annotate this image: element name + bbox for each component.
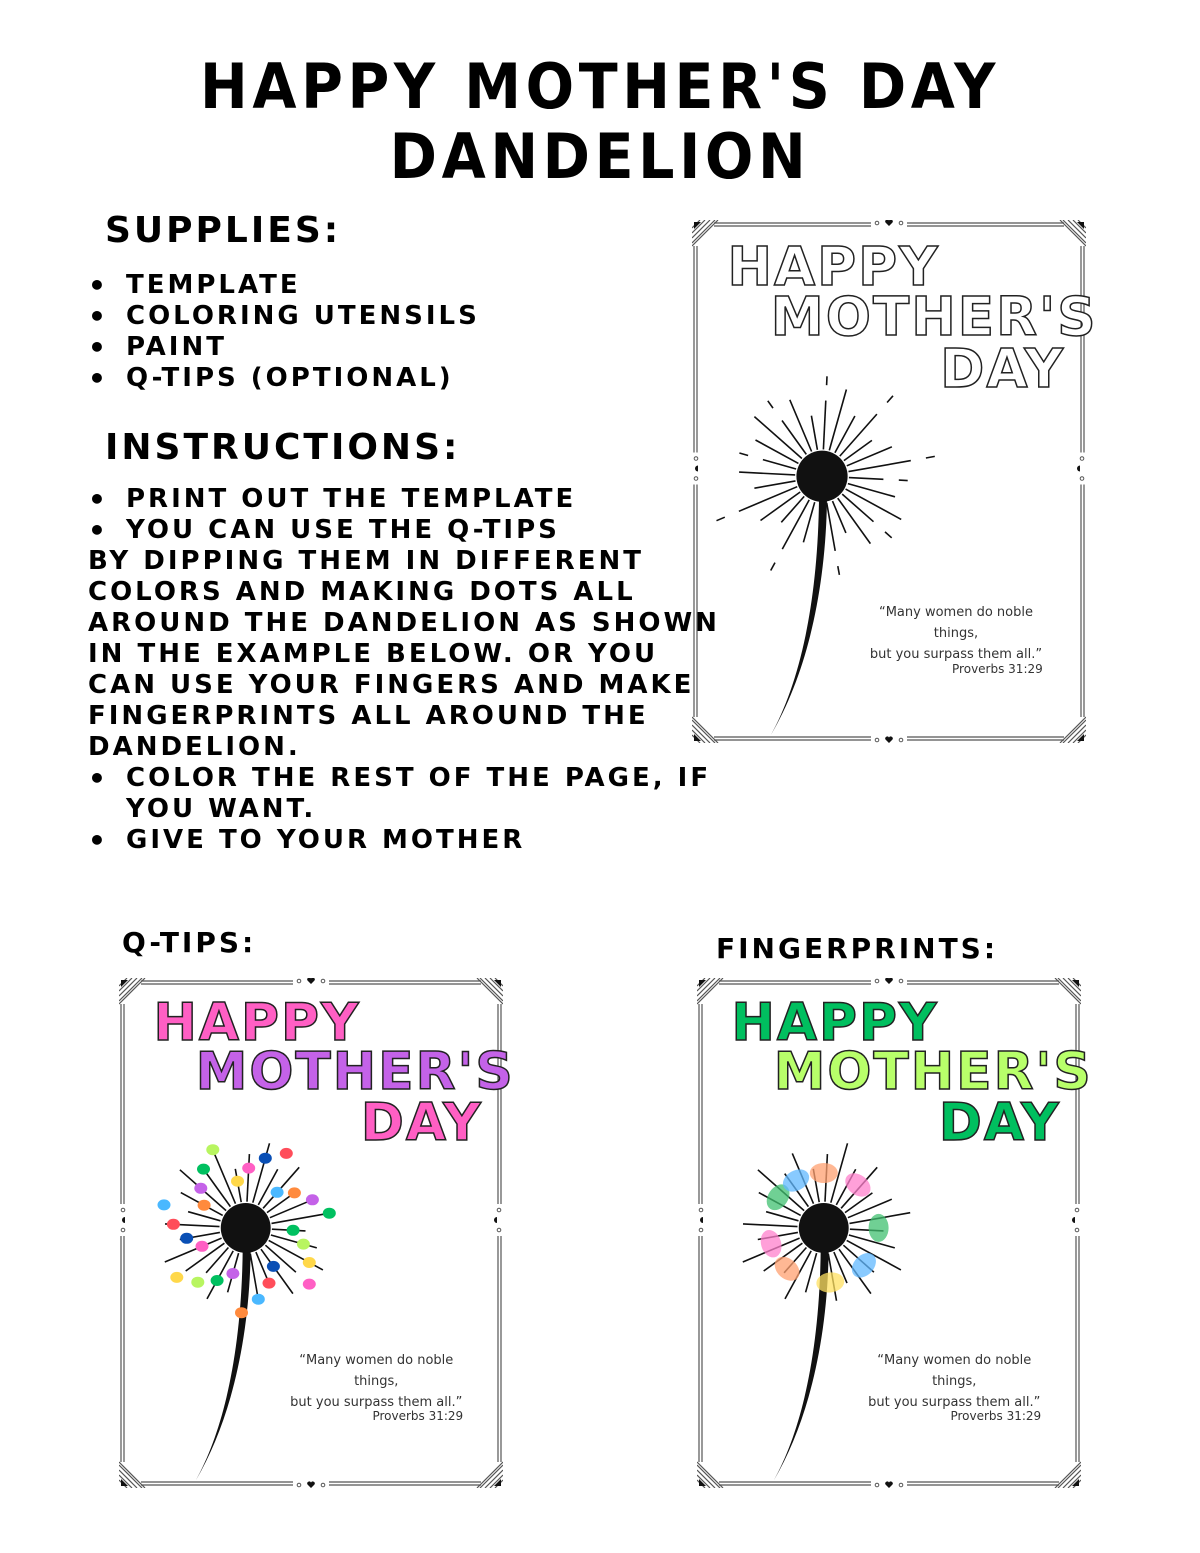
dandelion-head xyxy=(796,451,847,502)
instruction-step: • COLOR THE REST OF THE PAGE, IF xyxy=(88,763,720,794)
supply-item: • Q-TIPS (OPTIONAL) xyxy=(88,363,480,394)
quote-line: “Many women do noble things, xyxy=(878,604,1033,641)
quote-line: but you surpass them all.” xyxy=(868,1395,1041,1411)
card-title-day: DAY xyxy=(938,1092,1061,1153)
heart-icon xyxy=(885,978,893,984)
instructions-heading: INSTRUCTIONS: xyxy=(105,427,461,468)
bible-quote xyxy=(858,1350,1050,1413)
instruction-continuation: DANDELION. xyxy=(88,732,301,762)
instruction-step: • GIVE TO YOUR MOTHER xyxy=(88,825,720,856)
page-title xyxy=(48,52,1152,192)
verse-reference: Proverbs 31:29 xyxy=(950,1408,1042,1423)
verse-reference: Proverbs 31:29 xyxy=(952,661,1043,676)
card-title-mothers: MOTHER'S xyxy=(770,285,1098,348)
supply-item: • COLORING UTENSILS xyxy=(88,301,480,332)
dandelion-stem xyxy=(771,497,827,735)
card-title-day: DAY xyxy=(940,337,1065,400)
bible-quote xyxy=(857,602,1054,665)
template-card xyxy=(692,220,1098,743)
instruction-continuation: YOU WANT. xyxy=(126,794,317,824)
page-title-line2: DANDELION xyxy=(389,120,811,193)
card-title-mothers: MOTHER'S xyxy=(773,1041,1093,1102)
supplies-heading: SUPPLIES: xyxy=(105,210,342,251)
qtips-example-card xyxy=(119,978,515,1488)
quote-line: “Many women do noble things, xyxy=(877,1353,1032,1390)
quote-line: but you surpass them all.” xyxy=(290,1395,463,1411)
instruction-continuation: BY DIPPING THEM IN DIFFERENT xyxy=(88,546,644,576)
instruction-continuation: FINGERPRINTS ALL AROUND THE xyxy=(88,701,649,731)
card-title-day: DAY xyxy=(360,1092,483,1153)
dandelion-head xyxy=(221,1203,271,1253)
instruction-continuation: IN THE EXAMPLE BELOW. OR YOU xyxy=(88,639,659,669)
card-title-happy: HAPPY xyxy=(727,235,940,298)
instruction-continuation: AROUND THE DANDELION AS SHOWN xyxy=(88,608,720,638)
instruction-step: • YOU CAN USE THE Q-TIPS xyxy=(88,515,720,546)
quote-line: “Many women do noble things, xyxy=(299,1353,454,1390)
heart-icon xyxy=(307,1481,315,1488)
verse-reference: Proverbs 31:29 xyxy=(372,1408,464,1423)
fingerprints-example-label: FINGERPRINTS: xyxy=(716,932,999,965)
supplies-list xyxy=(88,270,480,394)
heart-icon xyxy=(885,736,893,743)
page-title-line1: HAPPY MOTHER'S DAY xyxy=(200,50,1000,123)
instruction-step: • PRINT OUT THE TEMPLATE xyxy=(88,484,720,515)
fingerprints-example-card xyxy=(697,978,1093,1488)
qtips-example-label: Q-TIPS: xyxy=(122,926,257,959)
dandelion-head xyxy=(799,1203,849,1253)
instruction-continuation: COLORS AND MAKING DOTS ALL xyxy=(88,577,636,607)
instruction-continuation: CAN USE YOUR FINGERS AND MAKE xyxy=(88,670,695,700)
card-title-happy: HAPPY xyxy=(153,993,361,1054)
supply-item: • PAINT xyxy=(88,332,480,363)
heart-icon xyxy=(885,220,893,226)
heart-icon xyxy=(307,978,315,984)
supply-item: • TEMPLATE xyxy=(88,270,480,301)
heart-icon xyxy=(885,1481,893,1488)
instructions-list xyxy=(88,484,720,856)
quote-line: but you surpass them all.” xyxy=(869,646,1043,662)
bible-quote xyxy=(280,1350,472,1413)
card-title-happy: HAPPY xyxy=(731,993,939,1054)
card-title-mothers: MOTHER'S xyxy=(195,1041,515,1102)
